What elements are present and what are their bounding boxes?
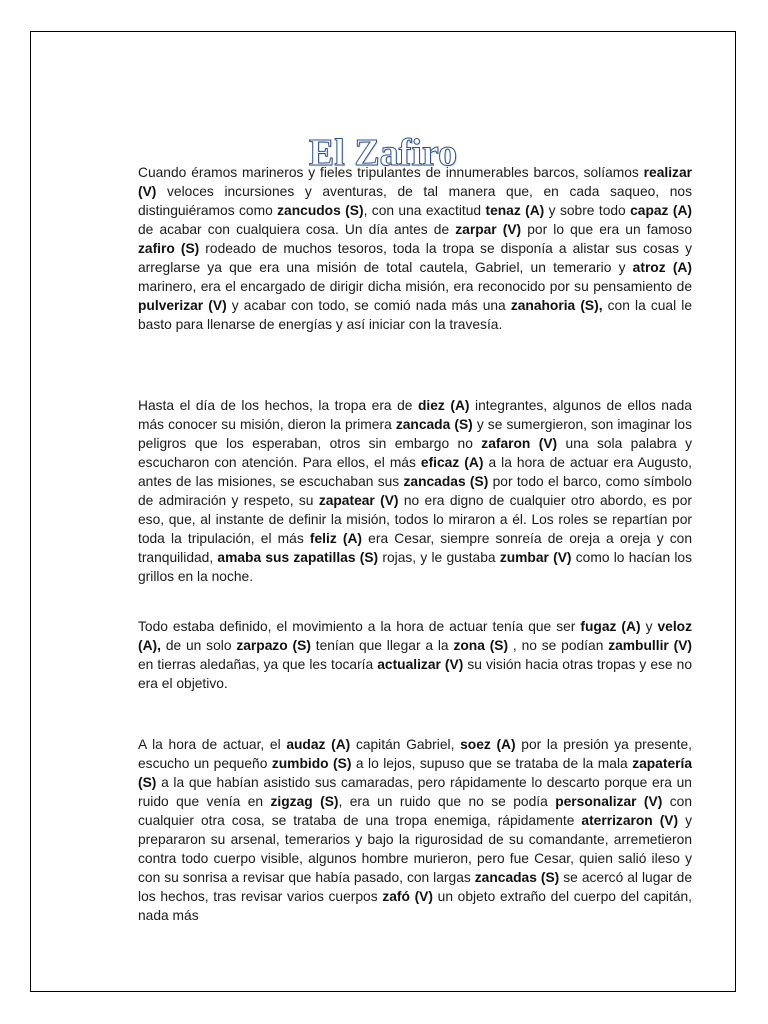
text-run: capitán Gabriel, [350,737,461,752]
text-run: por la presión ya presente, escucho un pequeño [138,737,692,771]
bold-term: zambullir (V) [608,638,692,653]
paragraph-1 [138,163,692,334]
text-run: un objeto extraño del cuerpo del capitán, nada más [138,889,693,923]
bold-term: actualizar (V) [377,657,464,672]
text-run: , con una exactitud [363,203,486,218]
bold-term: zarpazo (S) [236,638,311,653]
bold-term: zumbar (V) [499,550,572,565]
bold-term: zancadas (S) [403,474,489,489]
bold-term: zumbido (S) [271,756,352,771]
bold-term: veloz (A), [138,619,692,653]
text-run: , era un ruido que no se podía [338,794,556,809]
text-run: por lo que era un famoso [521,222,692,237]
bold-term: realizar (V) [138,165,692,199]
text-run: marinero, era el encargado de dirigir dicha misión, era reconocido por su pensamiento de [138,279,692,294]
bold-term: capaz (A) [630,203,692,218]
bold-term: tenaz (A) [485,203,545,218]
bold-term: atroz (A) [632,260,692,275]
bold-term: zapatear (V) [318,493,399,508]
bold-term: zona (S) [453,638,509,653]
paragraph-4 [138,735,692,925]
bold-term: soez (A) [460,737,516,752]
bold-term: diez (A) [418,398,470,413]
text-run: no era digno de cualquier otro abordo, es por eso, que, al instante de definir la misión, todos lo miraron a él. Los roles se repartían por toda la tripulación, el más [138,493,692,546]
text-run: y sobre todo [544,203,631,218]
text-run: Hasta el día de los hechos, la tropa era de [138,398,418,413]
paragraph-3 [138,617,692,693]
bold-term: zafó (V) [382,889,433,904]
bold-term: pulverizar (V) [138,298,227,313]
text-run: veloces incursiones y aventuras, de tal manera que, en cada saqueo, nos distinguiéramos como [138,184,692,218]
bold-term: feliz (A) [309,531,363,546]
document-page [30,31,736,992]
text-run: con la cual le basto para llenarse de energías y así iniciar con la travesía. [138,298,692,332]
text-run: , no se podían [508,638,609,653]
text-run: y [640,619,658,634]
text-run: como lo hacían los grillos en la noche. [138,550,693,584]
text-run: y prepararon su arsenal, temerarios y bajo la rigurosidad de su comandante, arremetieron contra todo cuerpo visible, algunos hombre murieron, pero fue Cesar, quien salió ileso y con su sonrisa a revisar que había pasado, con largas [138,813,692,885]
bold-term: zafiro (S) [138,241,200,256]
text-run: se acercó al lugar de los hechos, tras revisar varios cuerpos [138,870,692,904]
text-run: rodeado de muchos tesoros, toda la tropa se disponía a alistar sus cosas y arreglarse ya que era una misión de total cautela, Gabriel, un temerario y [138,241,692,275]
text-run: una sola palabra y escucharon con atención. Para ellos, el más [138,436,692,470]
text-run: de un solo [161,638,237,653]
text-run: de acabar con cualquiera cosa. Un día antes de [138,222,456,237]
text-run: A la hora de actuar, el [138,737,287,752]
text-run: su visión hacia otras tropas y ese no era el objetivo. [138,657,692,691]
bold-term: zafaron (V) [481,436,558,451]
text-run: a la que habían asistido sus camaradas, pero rápidamente lo descarto porque era un ruido que venía en [138,775,692,809]
text-run: integrantes, algunos de ellos nada más conocer su misión, dieron la primera [138,398,692,432]
bold-term: zigzag (S) [270,794,339,809]
text-run: en tierras aledañas, ya que les tocaría [138,657,378,672]
bold-term: personalizar (V) [555,794,663,809]
text-run: tenían que llegar a la [310,638,454,653]
text-run: con cualquier otra cosa, se trataba de una tropa enemiga, rápidamente [138,794,692,828]
bold-term: fugaz (A) [580,619,641,634]
bold-term: zapatería (S) [138,756,693,790]
text-run: rojas, y le gustaba [378,550,500,565]
document-title: El Zafiro [308,132,458,174]
text-run: a la hora de actuar era Augusto, antes de las misiones, se escuchaban sus [138,455,692,489]
bold-term: amaba sus zapatillas (S) [217,550,379,565]
bold-term: audaz (A) [286,737,351,752]
text-run: por todo el barco, como símbolo de admiración y respeto, su [138,474,692,508]
text-run: Cuando éramos marineros y fieles tripulantes de innumerables barcos, solíamos [138,165,644,180]
text-run: era Cesar, siempre sonreía de oreja a oreja y con tranquilidad, [138,531,692,565]
bold-term: zancada (S) [395,417,473,432]
text-run: a lo lejos, supuso que se trataba de la mala [351,756,633,771]
paragraph-2 [138,396,692,586]
bold-term: eficaz (A) [420,455,484,470]
bold-term: zancadas (S) [474,870,560,885]
bold-term: zanahoria (S), [510,298,603,313]
text-run: Todo estaba definido, el movimiento a la hora de actuar tenía que ser [138,619,581,634]
text-run: y acabar con todo, se comió nada más una [226,298,511,313]
bold-term: zancudos (S) [277,203,364,218]
bold-term: zarpar (V) [455,222,522,237]
bold-term: aterrizaron (V) [581,813,679,828]
text-run: y se sumergieron, son imaginar los peligros que los esperaban, otros sin embargo no [138,417,692,451]
